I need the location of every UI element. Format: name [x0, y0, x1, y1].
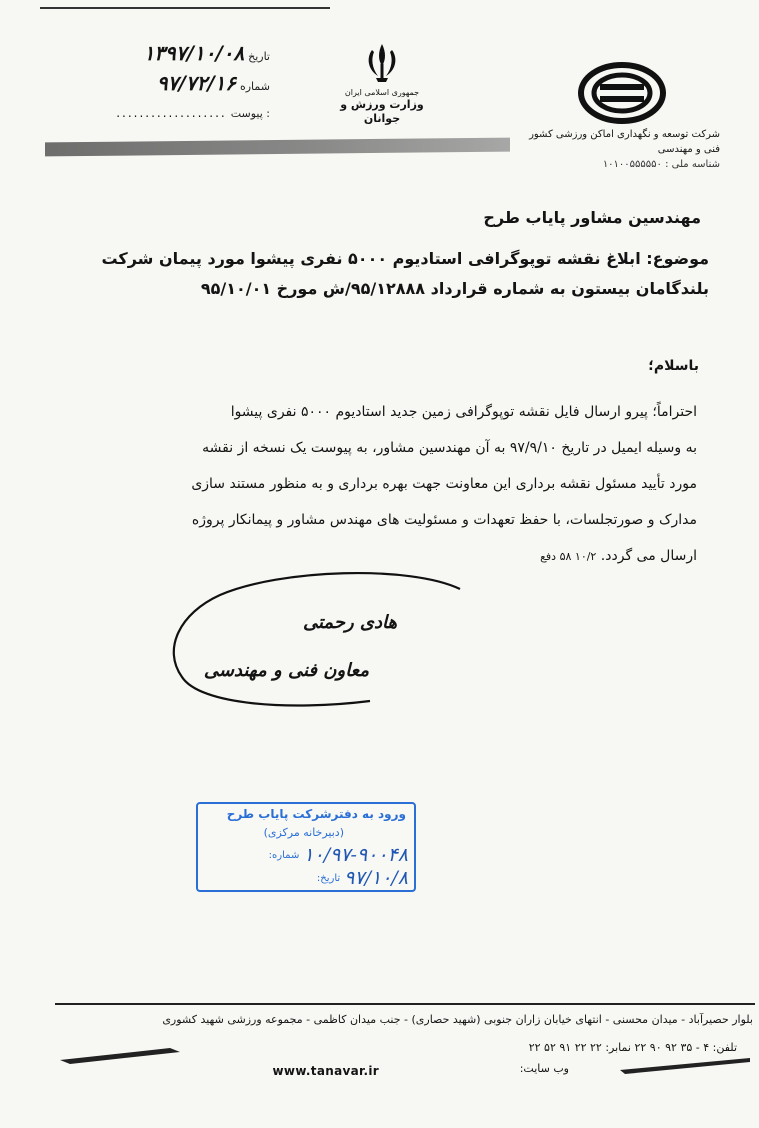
stamp-subtitle: (دبیرخانه مرکزی) [263, 826, 344, 839]
stamp-number-value: ۱۰/۹۷-۹۰۰۴۸ [303, 844, 408, 866]
company-logo-icon [578, 62, 666, 124]
ministry-header [322, 40, 442, 126]
footer-website-label: وب سایت: [519, 1062, 569, 1075]
ministry-line1: جمهوری اسلامی ایران [344, 88, 420, 97]
paragraph-line: به وسیله ایمیل در تاریخ ۹۷/۹/۱۰ به آن مهندسین مشاور، به پیوست یک نسخه از نقشه [202, 440, 697, 456]
stamp-date-row [317, 867, 408, 889]
receipt-stamp [196, 802, 416, 892]
attachment-row [50, 100, 270, 127]
stamp-number-row [269, 844, 408, 866]
date-label: تاریخ [248, 50, 270, 63]
company-name-line1: شرکت توسعه و نگهداری اماکن ورزشی کشور [529, 129, 720, 140]
stamp-date-value: ۹۷/۱۰/۸ [344, 867, 408, 889]
attachment-label: پیوست : [230, 107, 270, 120]
stamp-number-label: شماره: [268, 849, 300, 861]
number-row [50, 70, 270, 100]
subject [69, 244, 709, 304]
iran-emblem-icon [360, 40, 404, 84]
top-rule [40, 7, 330, 9]
paragraph-line: ارسال می گردد. [600, 548, 697, 564]
stamp-date-label: تاریخ: [316, 872, 341, 884]
stamp-title: ورود به دفترشرکت پایاب طرح [226, 807, 406, 821]
footer-address: بلوار حصیرآباد - میدان محسنی - انتهای خیابان زاران جنوبی (شهید حصاری) - جنب میدان کاظمی - مجموعه ورزشی شهید کشوری [162, 1013, 753, 1026]
footer-website-url[interactable]: www.tanavar.ir [272, 1064, 379, 1078]
signer-title: معاون فنی و مهندسی [203, 660, 369, 681]
company-name-line2: فنی و مهندسی [657, 144, 720, 155]
number-value: ۹۷/۷۲/۱۶ [156, 71, 236, 95]
number-label: شماره [239, 80, 270, 93]
company-national-id: شناسه ملی : ۱۰۱۰۰۵۵۵۵۵۰ [602, 159, 720, 170]
body-paragraph [102, 394, 697, 575]
addressee: مهندسین مشاور پایاب طرح [483, 208, 701, 227]
signer-name: هادی رحمتی [302, 612, 397, 633]
date-value: ۱۳۹۷/۱۰/۰۸ [143, 41, 245, 65]
subject-line: موضوع: ابلاغ نقشه توپوگرافی استادیوم ۵۰۰۰ نفری پیشوا مورد پیمان شرکت [101, 249, 709, 268]
paragraph-line: مورد تأیید مسئول نقشه برداری این معاونت جهت بهره برداری و به منظور مستند سازی [191, 476, 697, 492]
paragraph-line: احتراماً؛ پیرو ارسال فایل نقشه توپوگرافی زمین جدید استادیوم ۵۰۰۰ نفری پیشوا [230, 404, 697, 420]
ministry-line2: وزارت ورزش و جوانان [340, 98, 424, 125]
date-row [50, 40, 270, 70]
signature-scribble [160, 565, 470, 715]
subject-line: بلندگامان بیستون به شماره قرارداد ۹۵/۱۲۸۸۸/ش مورخ ۹۵/۱۰/۰۱ [200, 279, 709, 298]
salutation: باسلام؛ [648, 358, 699, 374]
attachment-value: ................... [116, 106, 227, 120]
paragraph-line: مدارک و صورتجلسات، با حفظ تعهدات و مسئولیت های مهندس مشاور و پیمانکار پروژه [191, 512, 697, 528]
footer-phone: تلفن: ۴ - ۳۵ ۹۲ ۹۰ ۲۲ نمابر: ۲۲ ۲۲ ۹۱ ۵۲ ۲۲ [528, 1041, 737, 1054]
footer-rule [55, 1003, 755, 1005]
company-header [510, 127, 720, 172]
handwritten-note: ۱۰/۲ ۵۸ دفع [540, 550, 597, 563]
footer-decoration [60, 1048, 750, 1078]
letter-meta [50, 40, 270, 127]
letterhead-band [45, 138, 510, 157]
